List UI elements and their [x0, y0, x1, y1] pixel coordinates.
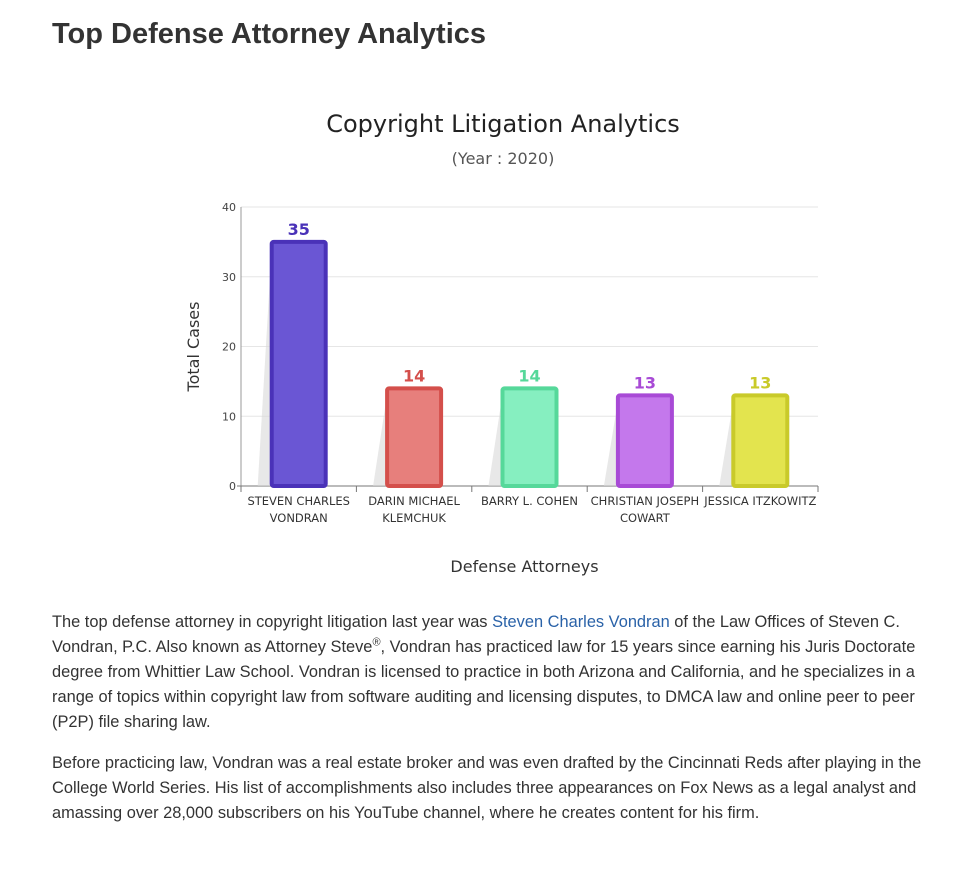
- x-tick-label: JESSICA ITZKOWITZ: [704, 494, 817, 508]
- bar: [618, 395, 672, 486]
- chart-bars: [258, 242, 788, 486]
- attorney-link[interactable]: Steven Charles Vondran: [492, 613, 670, 631]
- x-tick-label: VONDRAN: [269, 511, 328, 525]
- paragraph-1-middle: of the Law Offices of Steven C. Vondran, P.C. Also known as Attorney Steve: [52, 613, 900, 656]
- article-body: [52, 610, 952, 842]
- bar-chart: [0, 90, 980, 590]
- bar: [387, 388, 441, 486]
- y-tick-label: 0: [229, 480, 236, 493]
- bar: [272, 242, 326, 486]
- article-paragraph-2: Before practicing law, Vondran was a real estate broker and was even drafted by the Cincinnati Reds after playing in the College World Series. His list of accomplishments also includes three appearances on Fox News as a legal analyst and amassing over 28,000 subscribers on his YouTube channel, where he creates content for his firm.: [52, 754, 922, 822]
- bar-shadow: [258, 248, 272, 486]
- paragraph-1-rest: , Vondran has practiced law for 15 years since earning his Juris Doctorate degree from Whittier Law School. Vondran is licensed to practice in both Arizona and California, and he specializes in a range of topics within copyright law from software auditing and licensing disputes, to DMCA law and online peer to peer (P2P) file sharing law.: [52, 638, 916, 731]
- y-axis-label: Total Cases: [184, 301, 203, 392]
- y-tick-label: 20: [222, 340, 236, 354]
- y-tick-label: 40: [222, 201, 236, 214]
- x-tick-label: DARIN MICHAEL: [368, 494, 460, 508]
- y-tick-label: 10: [222, 410, 236, 424]
- bar: [503, 388, 557, 486]
- x-tick-label: STEVEN CHARLES: [247, 494, 350, 508]
- y-tick-label: 30: [222, 270, 236, 284]
- bar-shadow: [719, 401, 733, 486]
- bar-value-label: 13: [633, 373, 657, 393]
- x-tick-label: BARRY L. COHEN: [481, 494, 578, 508]
- bar: [733, 395, 787, 486]
- bar-shadow: [489, 394, 503, 486]
- x-tick-label: KLEMCHUK: [382, 511, 446, 525]
- bar-value-label: 14: [518, 366, 541, 386]
- article-paragraph-1: [52, 610, 952, 735]
- x-tick-label: COWART: [619, 511, 670, 525]
- paragraph-1-intro: The top defense attorney in copyright litigation last year was: [52, 613, 493, 631]
- x-tick-label: CHRISTIAN JOSEPH: [590, 494, 700, 508]
- chart-subtitle: (Year : 2020): [451, 149, 555, 168]
- page-title: Top Defense Attorney Analytics: [52, 18, 487, 50]
- bar-value-label: 35: [287, 219, 310, 239]
- x-axis-label: Defense Attorneys: [450, 557, 599, 576]
- bar-shadow: [604, 401, 618, 486]
- bar-value-label: 14: [402, 366, 426, 386]
- chart-title: Copyright Litigation Analytics: [326, 110, 680, 138]
- registered-mark: ®: [372, 636, 381, 649]
- bar-shadow: [373, 394, 387, 486]
- bar-value-label: 13: [749, 373, 772, 393]
